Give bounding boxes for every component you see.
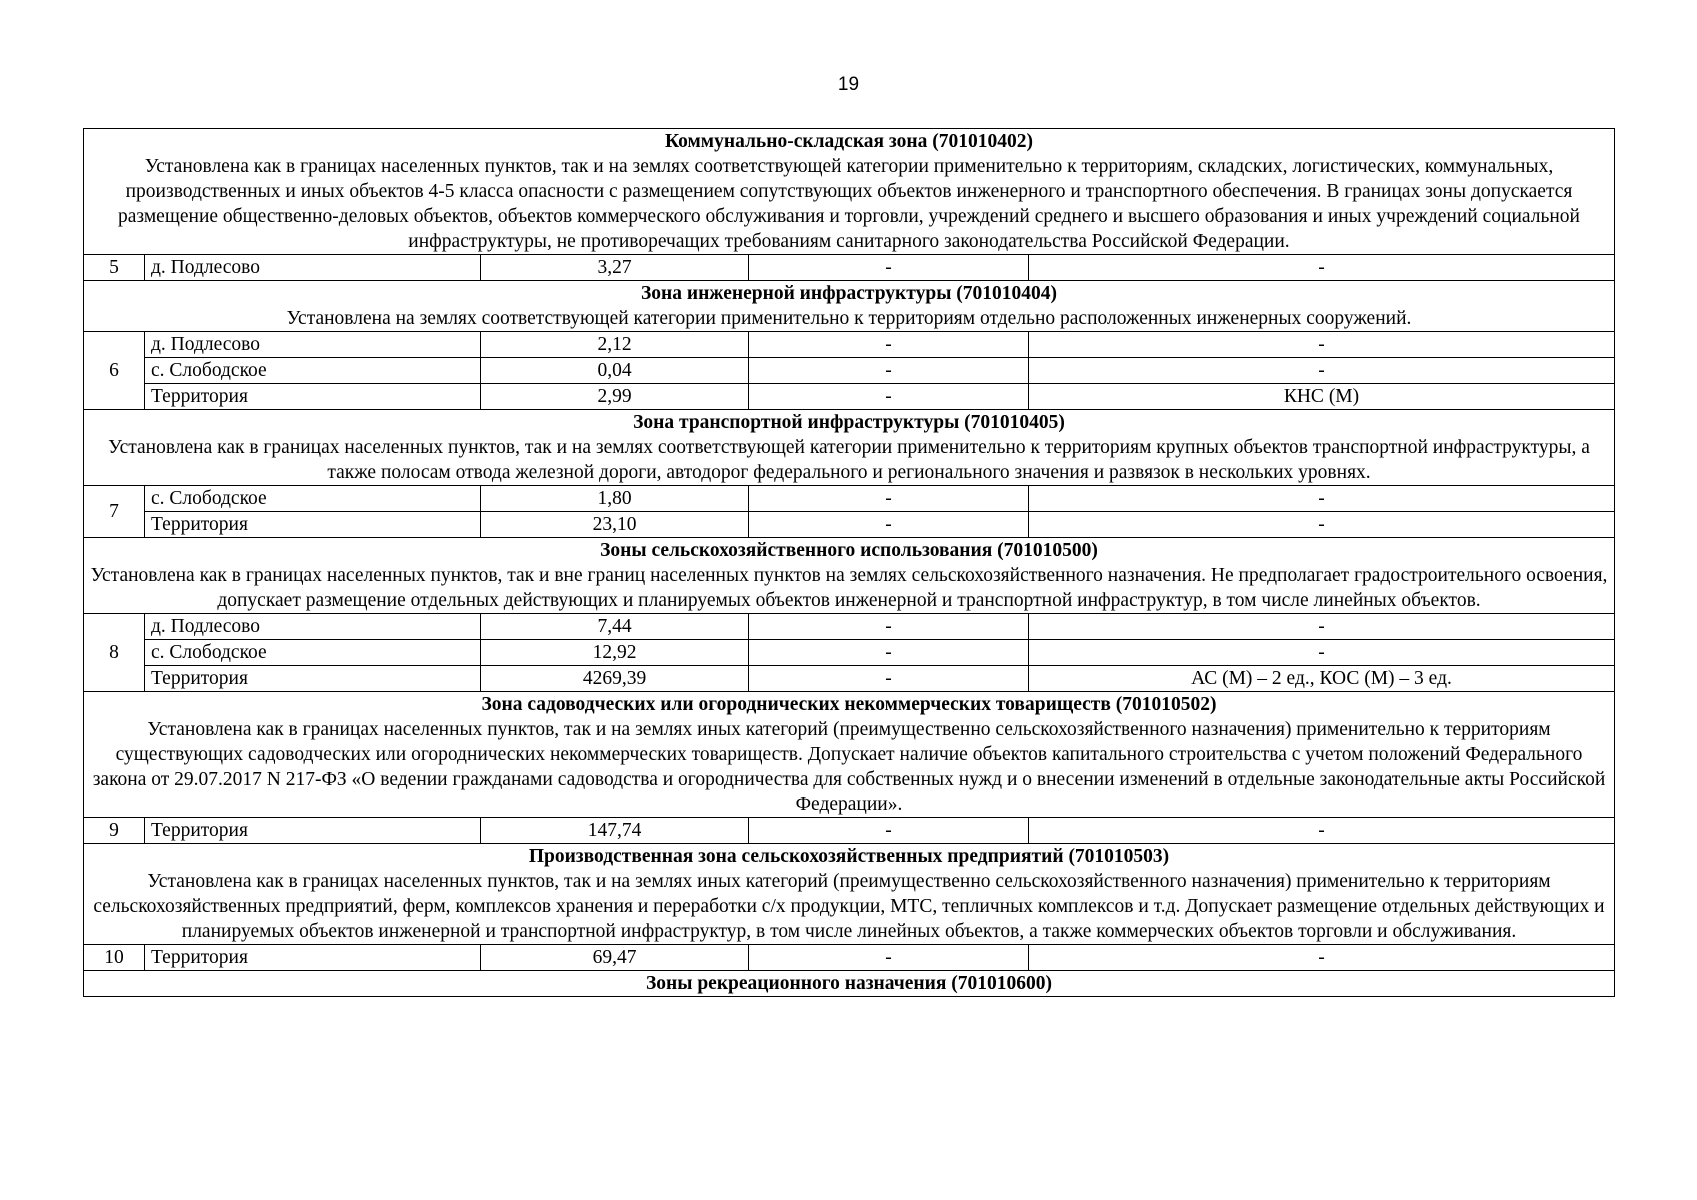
place-cell: Территория (145, 945, 481, 971)
table-row (84, 818, 1615, 844)
zone-title: Производственная зона сельскохозяйственных предприятий (701010503) (528, 846, 1170, 867)
area-cell: 147,74 (481, 818, 749, 844)
column-4-cell: - (749, 358, 1029, 384)
page-number: 19 (837, 74, 860, 95)
table-row (84, 384, 1615, 410)
objects-cell: АС (М) – 2 ед., КОС (М) – 3 ед. (1029, 666, 1615, 692)
place-cell: Территория (145, 818, 481, 844)
column-4-cell: - (749, 486, 1029, 512)
zone-header-row (84, 129, 1615, 255)
area-cell: 1,80 (481, 486, 749, 512)
table-row (84, 614, 1615, 640)
objects-cell: - (1029, 358, 1615, 384)
column-4-cell: - (749, 666, 1029, 692)
zone-header-cell (84, 410, 1615, 486)
place-cell: Территория (145, 512, 481, 538)
column-4-cell: - (749, 255, 1029, 281)
table-row (84, 358, 1615, 384)
zone-header-cell (84, 844, 1615, 945)
zone-description: Установлена как в границах населенных пунктов, так и на землях иных категорий (преимущественно сельскохозяйственного назначения) применительно к территориям сельскохозяйственных предприятий, ферм, комплексов хранения и переработки с/х продукции, МТС, тепличных комплексов и т.д. Допускает размещение отдельных действующих и планируемых объектов инженерной и транспортной инфраструктур, в том числе линейных объектов, а также коммерческих объектов торговли и обслуживания. (93, 871, 1605, 942)
row-number-cell: 6 (84, 332, 145, 410)
zone-title: Зоны сельскохозяйственного использования (701010500) (600, 540, 1098, 561)
place-cell: с. Слободское (145, 358, 481, 384)
area-cell: 4269,39 (481, 666, 749, 692)
zone-description: Установлена на землях соответствующей категории применительно к территориям отдельно расположенных инженерных сооружений. (286, 308, 1412, 329)
column-4-cell: - (749, 818, 1029, 844)
objects-cell: - (1029, 255, 1615, 281)
zone-header-cell (84, 692, 1615, 818)
zone-header-row (84, 410, 1615, 486)
place-cell: Территория (145, 384, 481, 410)
objects-cell: КНС (М) (1029, 384, 1615, 410)
zone-header-row (84, 844, 1615, 945)
objects-cell: - (1029, 945, 1615, 971)
place-cell: д. Подлесово (145, 614, 481, 640)
row-number-cell: 5 (84, 255, 145, 281)
zones-table (83, 128, 1615, 997)
objects-cell: - (1029, 512, 1615, 538)
zone-title: Зона инженерной инфраструктуры (701010404) (640, 283, 1058, 304)
place-cell: д. Подлесово (145, 255, 481, 281)
table-row (84, 486, 1615, 512)
place-cell: с. Слободское (145, 640, 481, 666)
column-4-cell: - (749, 614, 1029, 640)
table-row (84, 332, 1615, 358)
area-cell: 7,44 (481, 614, 749, 640)
zone-title: Коммунально-складская зона (701010402) (664, 131, 1034, 152)
area-cell: 69,47 (481, 945, 749, 971)
zone-description: Установлена как в границах населенных пунктов, так и вне границ населенных пунктов на землях сельскохозяйственного назначения. Не предполагает градостроительного освоения, допускает размещение отдельных действующих и планируемых объектов инженерной и транспортной инфраструктур, в том числе линейных объектов. (90, 565, 1608, 611)
zone-header-cell (84, 129, 1615, 255)
zone-title: Зоны рекреационного назначения (701010600) (645, 973, 1053, 994)
objects-cell: - (1029, 332, 1615, 358)
place-cell: с. Слободское (145, 486, 481, 512)
row-number-cell: 10 (84, 945, 145, 971)
zone-title: Зона садоводческих или огороднических некоммерческих товариществ (701010502) (481, 694, 1217, 715)
zone-title: Зона транспортной инфраструктуры (701010405) (633, 412, 1065, 433)
objects-cell: - (1029, 614, 1615, 640)
table-row (84, 512, 1615, 538)
table-row (84, 255, 1615, 281)
objects-cell: - (1029, 640, 1615, 666)
column-4-cell: - (749, 512, 1029, 538)
zone-header-row (84, 971, 1615, 997)
area-cell: 23,10 (481, 512, 749, 538)
zone-description: Установлена как в границах населенных пунктов, так и на землях соответствующей категории применительно к территориям крупных объектов транспортной инфраструктуры, а также полосам отвода железной дороги, автодорог федерального и регионального значения и развязок в нескольких уровнях. (108, 437, 1590, 483)
zone-header-row (84, 538, 1615, 614)
zone-description: Установлена как в границах населенных пунктов, так и на землях соответствующей категории применительно к территориям, складских, логистических, коммунальных, производственных и иных объектов 4-5 класса опасности с размещением сопутствующих объектов инженерного и транспортного обеспечения. В границах зоны допускается размещение общественно-деловых объектов, объектов коммерческого обслуживания и торговли, учреждений среднего и высшего образования и иных учреждений социальной инфраструктуры, не противоречащих требованиям санитарного законодательства Российской Федерации. (118, 156, 1580, 252)
zone-description: Установлена как в границах населенных пунктов, так и на землях иных категорий (преимущественно сельскохозяйственного назначения) применительно к территориям существующих садоводческих или огороднических некоммерческих товариществ. Допускает наличие объектов капитального строительства с учетом положений Федерального закона от 29.07.2017 N 217-ФЗ «О ведении гражданами садоводства и огородничества для собственных нужд и о внесении изменений в отдельные законодательные акты Российской Федерации». (92, 719, 1606, 815)
area-cell: 12,92 (481, 640, 749, 666)
objects-cell: - (1029, 818, 1615, 844)
row-number-cell: 7 (84, 486, 145, 538)
row-number-cell: 9 (84, 818, 145, 844)
place-cell: д. Подлесово (145, 332, 481, 358)
area-cell: 2,12 (481, 332, 749, 358)
column-4-cell: - (749, 640, 1029, 666)
area-cell: 2,99 (481, 384, 749, 410)
table-row (84, 945, 1615, 971)
zone-header-row (84, 281, 1615, 332)
row-number-cell: 8 (84, 614, 145, 692)
place-cell: Территория (145, 666, 481, 692)
zone-header-cell (84, 281, 1615, 332)
column-4-cell: - (749, 945, 1029, 971)
objects-cell: - (1029, 486, 1615, 512)
area-cell: 3,27 (481, 255, 749, 281)
column-4-cell: - (749, 332, 1029, 358)
zone-header-cell (84, 538, 1615, 614)
table-row (84, 666, 1615, 692)
zone-header-cell (84, 971, 1615, 997)
column-4-cell: - (749, 384, 1029, 410)
area-cell: 0,04 (481, 358, 749, 384)
zone-header-row (84, 692, 1615, 818)
table-row (84, 640, 1615, 666)
